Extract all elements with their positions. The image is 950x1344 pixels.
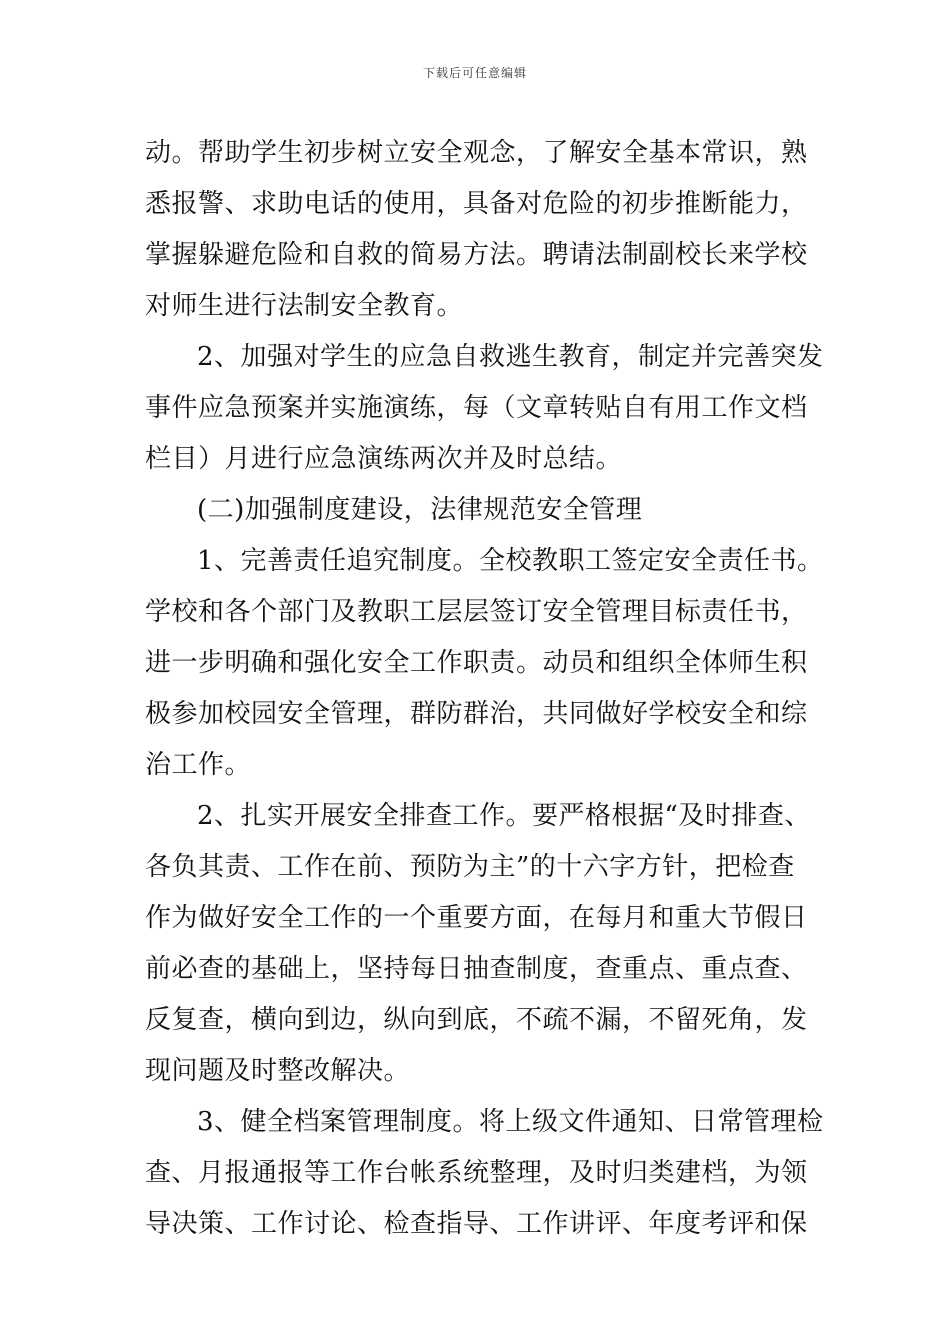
text-line: 作为做好安全工作的一个重要方面，在每月和重大节假日 (145, 903, 808, 933)
text-line: 各负其责、工作在前、预防为主”的十六字方针，把检查 (145, 852, 795, 882)
paragraph-first-line: 3、健全档案管理制度。将上级文件通知、日常管理检 (197, 1107, 824, 1137)
paragraph-first-line: 2、扎实开展安全排查工作。要严格根据“及时排查、 (197, 801, 811, 831)
text-line: 学校和各个部门及教职工层层签订安全管理目标责任书， (145, 597, 808, 627)
section-heading: (二)加强制度建设，法律规范安全管理 (197, 495, 643, 525)
text-line: 掌握躲避危险和自救的简易方法。聘请法制副校长来学校 (145, 240, 808, 270)
text-line: 现问题及时整改解决。 (145, 1056, 411, 1086)
text-line: 对师生进行法制安全教育。 (145, 291, 464, 321)
text-line: 悉报警、求助电话的使用，具备对危险的初步推断能力， (145, 189, 808, 219)
text-line: 反复查，横向到边，纵向到底，不疏不漏，不留死角，发 (145, 1005, 808, 1035)
page-header: 下载后可任意编辑 (422, 66, 527, 80)
text-line: 栏目）月进行应急演练两次并及时总结。 (145, 444, 623, 474)
text-line: 导决策、工作讨论、检查指导、工作讲评、年度考评和保 (145, 1209, 808, 1239)
text-line: 查、月报通报等工作台帐系统整理，及时归类建档，为领 (145, 1158, 808, 1188)
text-line: 极参加校园安全管理，群防群治，共同做好学校安全和综 (145, 699, 808, 729)
text-line: 治工作。 (145, 750, 252, 780)
paragraph-first-line: 1、完善责任追究制度。全校教职工签定安全责任书。 (197, 546, 824, 576)
text-line: 事件应急预案并实施演练，每（文章转贴自有用工作文档 (145, 393, 808, 423)
text-line: 进一步明确和强化安全工作职责。动员和组织全体师生积 (145, 648, 808, 678)
document-body (145, 128, 824, 1250)
text-line: 前必查的基础上，坚持每日抽查制度，查重点、重点查、 (145, 954, 808, 984)
text-line: 动。帮助学生初步树立安全观念，了解安全基本常识，熟 (145, 138, 808, 168)
paragraph-first-line: 2、加强对学生的应急自救逃生教育，制定并完善突发 (197, 342, 824, 372)
